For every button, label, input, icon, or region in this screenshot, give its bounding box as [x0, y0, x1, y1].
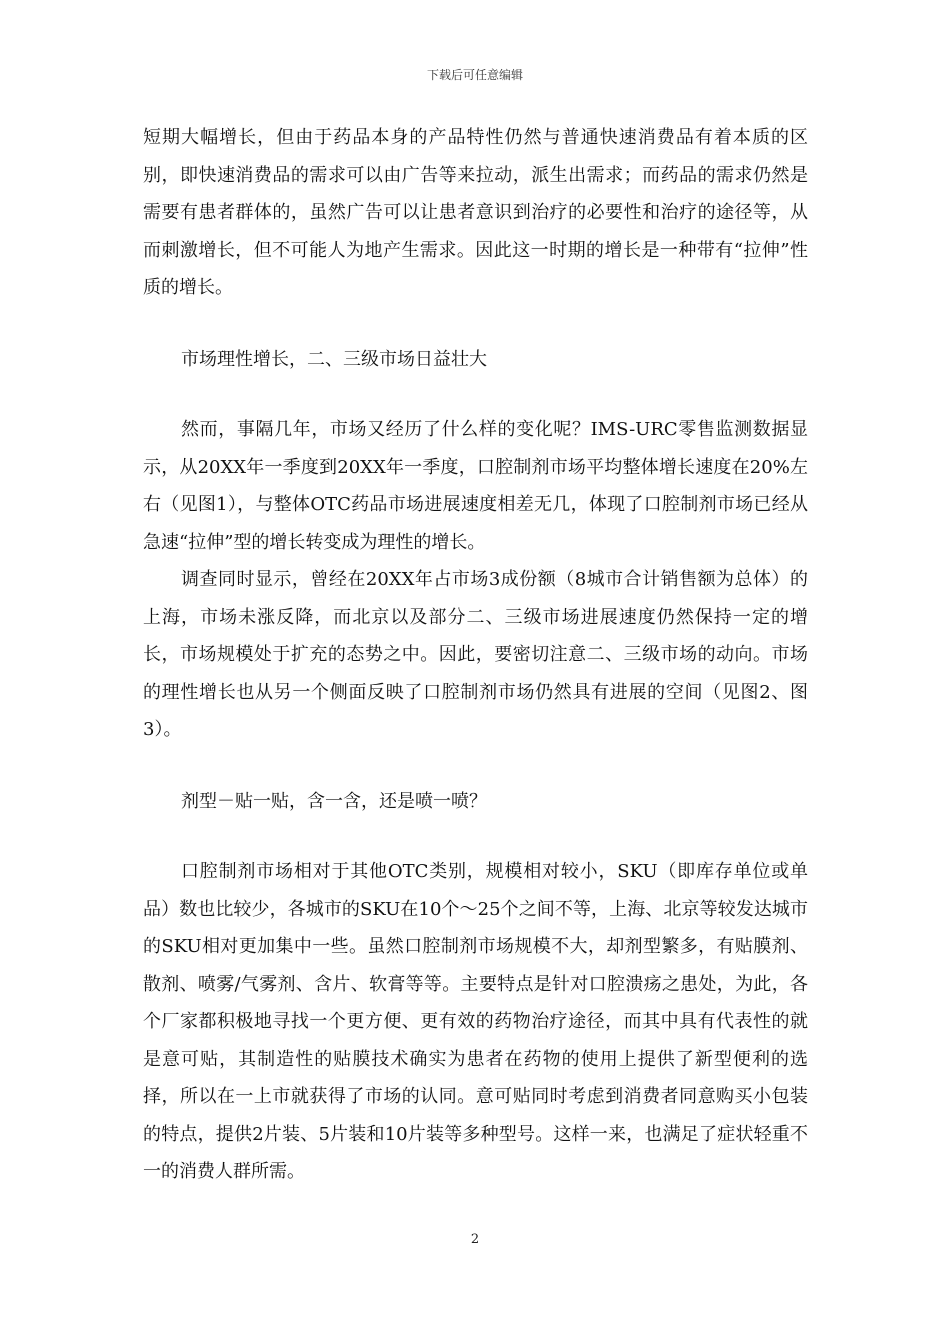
- page-number: 2: [470, 1232, 480, 1247]
- paragraph-sku: 口腔制剂市场相对于其他OTC类别，规模相对较小，SKU（即库存单位或单品）数也比较少，各城市的SKU在10个～25个之间不等，上海、北京等较发达城市的SKU相对更加集中一些。虽然口腔制剂市场规模不大，却剂型繁多，有贴膜剂、散剂、喷雾/气雾剂、含片、软膏等等。主要特点是针对口腔溃疡之患处，为此，各个厂家都积极地寻找一个更方便、更有效的药物治疗途径，而其中具有代表性的就是意可贴，其制造性的贴膜技术确实为患者在药物的使用上提供了新型便利的选择，所以在一上市就获得了市场的认同。意可贴同时考虑到消费者同意购买小包装的特点，提供2片装、5片装和10片装等多种型号。这样一来，也满足了症状轻重不一的消费人群所需。: [143, 861, 808, 1182]
- document-body: [143, 119, 808, 1191]
- section-heading-market-growth: 市场理性增长，二、三级市场日益壮大: [181, 348, 487, 370]
- paragraph-continuation: 短期大幅增长，但由于药品本身的产品特性仍然与普通快速消费品有着本质的区别，即快速消费品的需求可以由广告等来拉动，派生出需求；而药品的需求仍然是需要有患者群体的，虽然广告可以让患者意识到治疗的必要性和治疗的途径等，从而刺激增长，但不可能人为地产生需求。因此这一时期的增长是一种带有“拉伸”性质的增长。: [143, 127, 808, 298]
- paragraph-survey: 调查同时显示，曾经在20XX年占市场3成份额（8城市合计销售额为总体）的上海，市场未涨反降，而北京以及部分二、三级市场进展速度仍然保持一定的增长，市场规模处于扩充的态势之中。因此，要密切注意二、三级市场的动向。市场的理性增长也从另一个侧面反映了口腔制剂市场仍然具有进展的空间（见图2、图3）。: [143, 569, 808, 740]
- section-heading-dosage-form: 剂型－贴一贴，含一含，还是喷一喷？: [181, 790, 487, 812]
- paragraph-ims-data: 然而，事隔几年，市场又经历了什么样的变化呢？IMS-URC零售监测数据显示，从20XX年一季度到20XX年一季度，口腔制剂市场平均整体增长速度在20%左右（见图1），与整体OTC药品市场进展速度相差无几，体现了口腔制剂市场已经从急速“拉伸”型的增长转变成为理性的增长。: [143, 419, 808, 553]
- page-header: [0, 68, 950, 82]
- page-footer: [0, 1232, 950, 1247]
- header-note: 下载后可任意编辑: [426, 68, 523, 82]
